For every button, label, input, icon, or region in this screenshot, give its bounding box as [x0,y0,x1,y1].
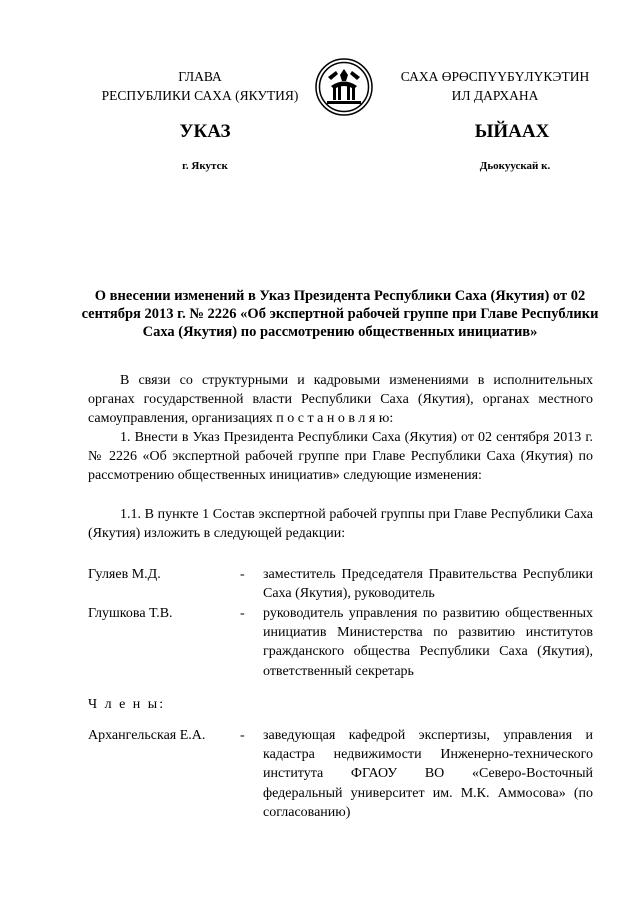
issuer-header-russian [85,67,315,105]
member-dash: - [240,606,245,621]
member-name: Гуляев М.Д. [88,567,161,582]
clause-1-paragraph: 1. Внести в Указ Президента Республики Саха (Якутия) от 02 сентября 2013 г. № 2226 «Об экспертной рабочей группе при Главе Республики Саха (Якутия) по рассмотрению общественных инициатив» следующие изменения: [88,430,593,484]
member-role: заведующая кафедрой экспертизы, управления и кадастра недвижимости Инженерно-технического института ФГАОУ ВО «Северо-Восточный федеральный университет им. М.К. Аммосова» (по согласованию) [263,728,593,820]
member-name: Глушкова Т.В. [88,606,173,621]
city-sakha: Дьокуускай к. [479,160,551,172]
member-name: Архангельская Е.А. [88,728,206,743]
preamble-paragraph: В связи со структурными и кадровыми изменениями в исполнительных органах государственной власти Республики Саха (Якутия), органах местного самоуправления, организациях п о с т а н о в л я ю: [88,373,593,427]
issuer-sakha-line-2: ИЛ ДАРХАНА [451,88,539,103]
coat-of-arms-icon [314,57,374,117]
member-role: руководитель управления по развитию общественных инициатив Министерства по развитию институтов гражданского общества Республики Саха (Якутия), ответственный секретарь [263,606,593,679]
city-russian: г. Якутск [182,160,228,172]
member-dash: - [240,728,245,743]
member-dash: - [240,567,245,582]
decree-label-sakha: ЫЙААХ [474,121,550,142]
issuer-sakha-line-1: САХА ӨРӨСПҮҮБҮЛҮКЭТИН [400,69,590,84]
clause-1-1-paragraph: 1.1. В пункте 1 Состав экспертной рабочей группы при Главе Республики Саха (Якутия) изложить в следующей редакции: [88,507,593,542]
issuer-header-sakha [390,67,600,105]
document-title: О внесении изменений в Указ Президента Республики Саха (Якутия) от 02 сентября 2013 г. № 2226 «Об экспертной рабочей группе при Главе Республики Саха (Якутия) по рассмотрению общественных инициатив» [81,288,599,340]
member-role: заместитель Председателя Правительства Республики Саха (Якутия), руководитель [263,567,593,602]
issuer-line-1: ГЛАВА [178,69,222,84]
decree-label-russian: УКАЗ [179,121,231,142]
members-heading: Ч л е н ы: [88,697,166,712]
issuer-line-2: РЕСПУБЛИКИ САХА (ЯКУТИЯ) [101,88,299,103]
